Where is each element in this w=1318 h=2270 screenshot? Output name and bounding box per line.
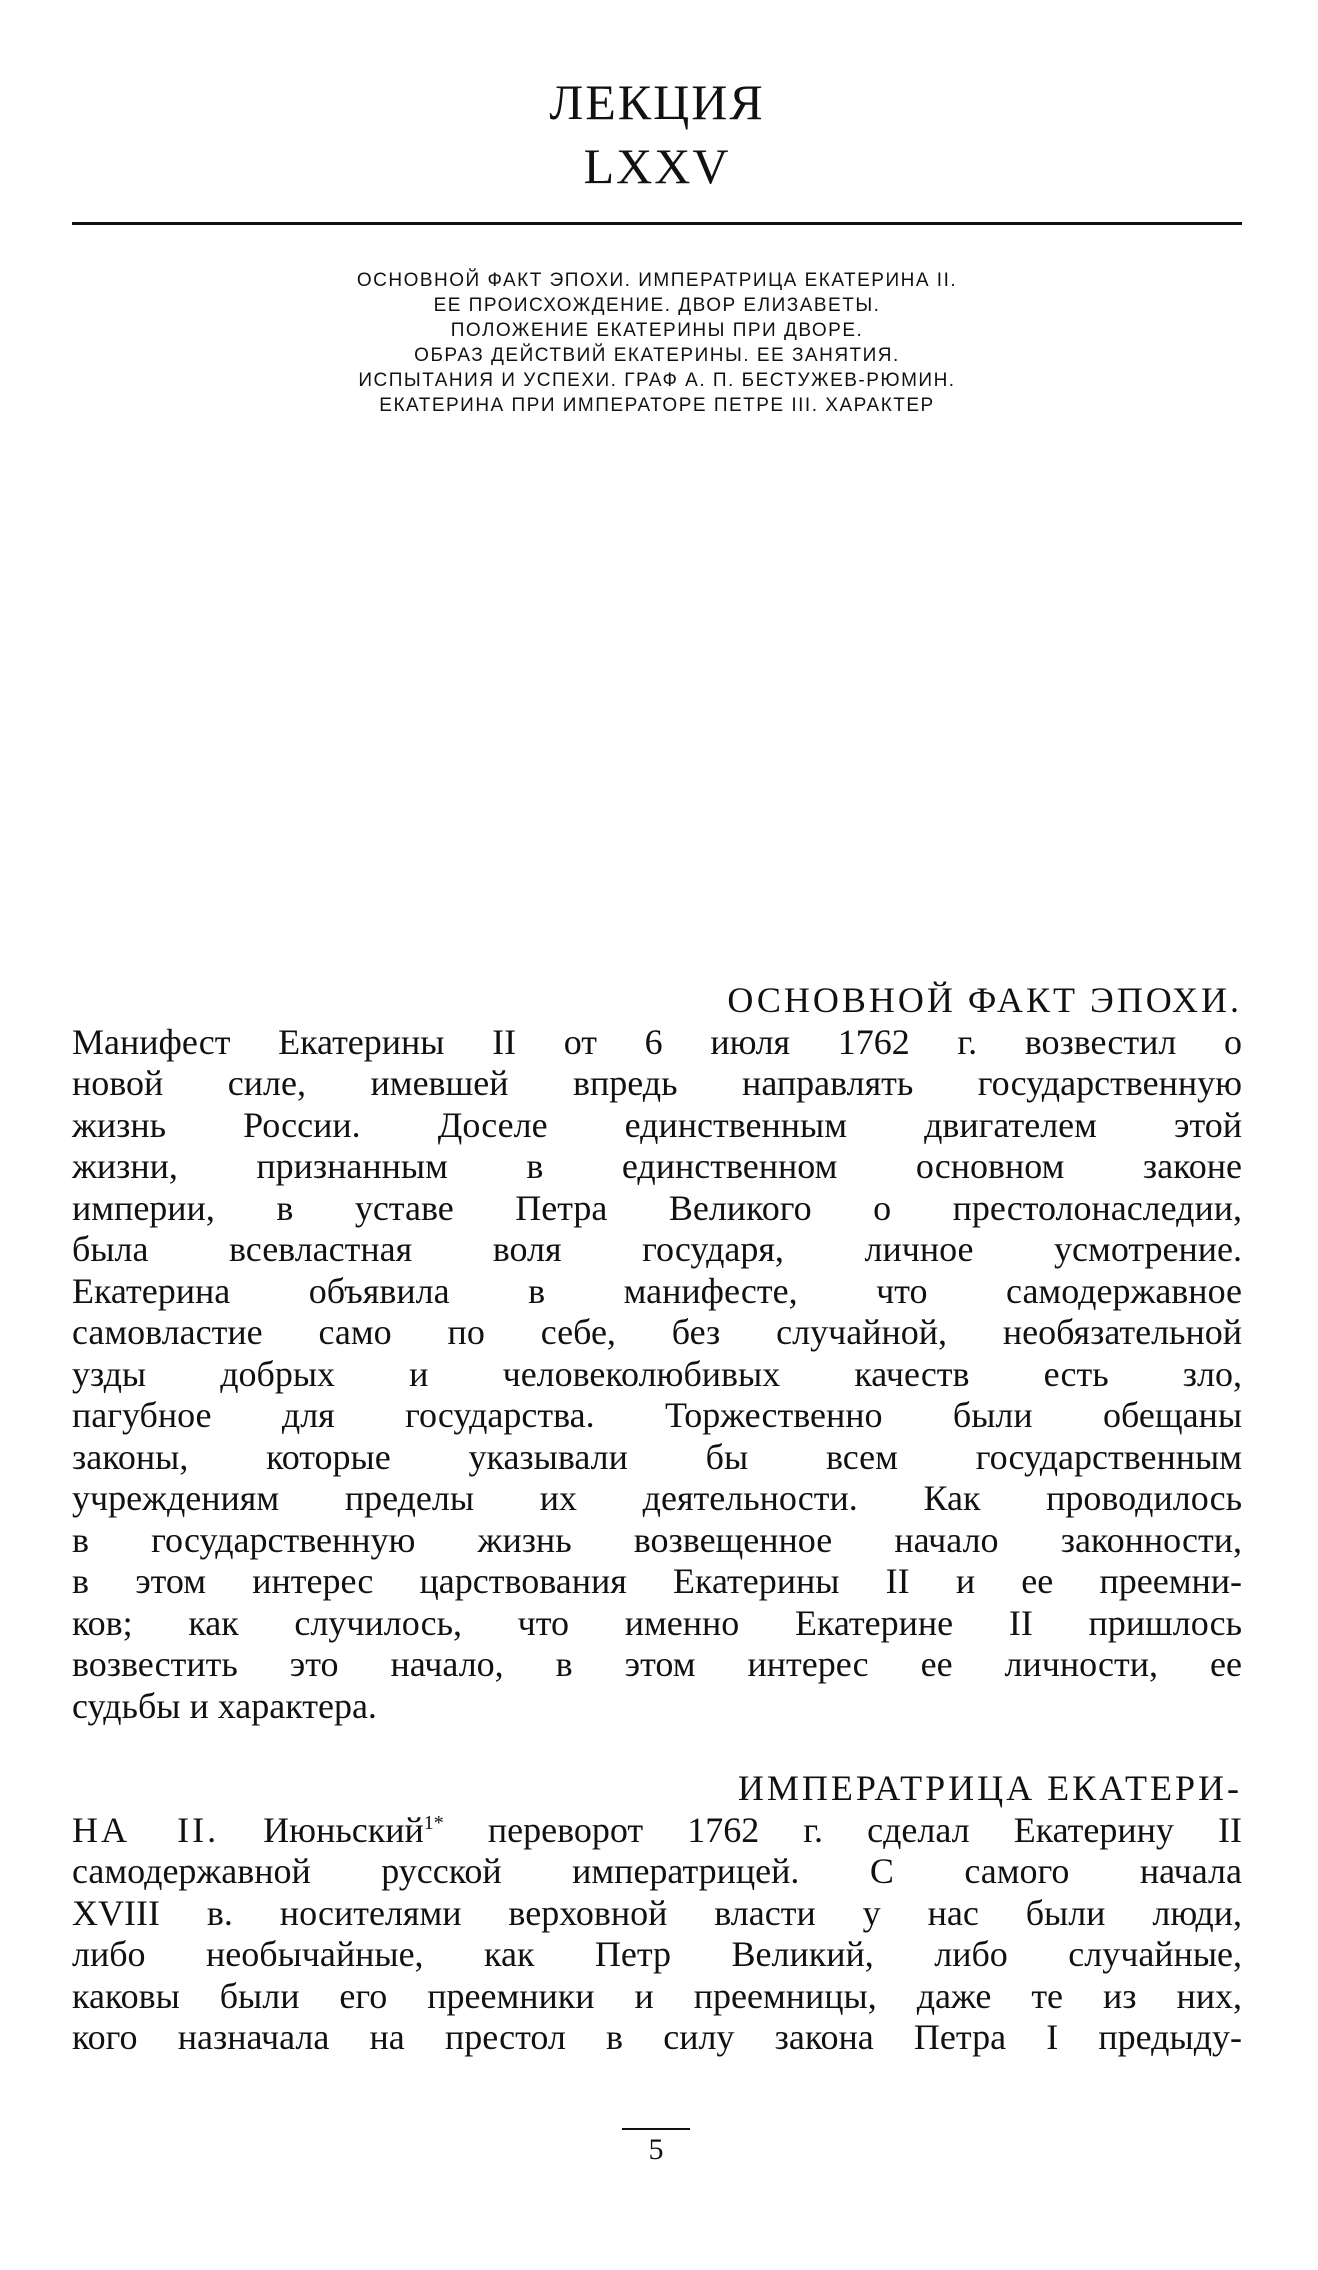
text-line: законы, которые указывали бы всем государственным <box>72 1436 1242 1477</box>
section-heading: ОСНОВНОЙ ФАКТ ЭПОХИ. <box>727 980 1242 1020</box>
text-line: судьбы и характера. <box>72 1685 377 1726</box>
text-line: ков; как случилось, что именно Екатерине II пришлось <box>72 1602 1242 1643</box>
page-number: 5 <box>648 2133 664 2166</box>
text-line: жизнь России. Доселе единственным двигателем этой <box>72 1104 1242 1145</box>
text-line: возвестить это начало, в этом интерес ее личности, ее <box>72 1644 1242 1684</box>
text-line: самодержавной русской императрицей. С самого начала <box>72 1851 1242 1891</box>
text-line: Манифест Екатерины II от 6 июля 1762 г. возвестил о <box>72 1021 1242 1062</box>
section-empress <box>72 1768 1242 2059</box>
text-fragment: переворот 1762 г. сделал Екатерину II <box>443 1809 1242 1850</box>
text-line: жизни, признанным в единственном основном законе <box>72 1146 1242 1186</box>
heading-rule <box>72 222 1242 225</box>
summary-line: ОБРАЗ ДЕЙСТВИЙ ЕКАТЕРИНЫ. ЕЕ ЗАНЯТИЯ. <box>414 345 900 366</box>
text-line: кого назначала на престол в силу закона Петра I предыду- <box>72 2017 1242 2057</box>
book-page <box>72 0 1242 2270</box>
text-line: каковы были его преемники и преемницы, даже те из них, <box>72 1975 1242 2016</box>
text-line: в государственную жизнь возвещенное начало законности, <box>72 1519 1242 1560</box>
text-fragment: Июньский <box>219 1809 424 1850</box>
text-line: была всевластная воля государя, личное усмотрение. <box>72 1229 1242 1269</box>
summary-line: ПОЛОЖЕНИЕ ЕКАТЕРИНЫ ПРИ ДВОРЕ. <box>450 320 864 341</box>
text-line: новой силе, имевшей впредь направлять государственную <box>72 1063 1242 1103</box>
text-line: узды добрых и человеколюбивых качеств есть зло, <box>72 1353 1242 1394</box>
text-line: XVIII в. носителями верховной власти у нас были люди, <box>72 1892 1242 1933</box>
text-line: пагубное для государства. Торжественно были обещаны <box>72 1395 1242 1435</box>
text-line: либо необычайные, как Петр Великий, либо случайные, <box>72 1934 1242 1974</box>
summary-line: ЕКАТЕРИНА ПРИ ИМПЕРАТОРЕ ПЕТРЕ III. ХАРАКТЕР <box>379 395 935 416</box>
text-line: империи, в уставе Петра Великого о престолонаследии, <box>72 1187 1242 1228</box>
section-heading-continuation: НА II. <box>72 1809 220 1850</box>
lecture-title: ЛЕКЦИЯ <box>549 74 765 130</box>
text-line: Екатерина объявила в манифесте, что самодержавное <box>72 1270 1242 1311</box>
text-line <box>72 1810 1242 1852</box>
lecture-heading <box>72 70 1242 198</box>
text-line: учреждениям пределы их деятельности. Как проводилось <box>72 1478 1242 1518</box>
lecture-number: LXXV <box>583 138 731 194</box>
section-heading: ИМПЕРАТРИЦА ЕКАТЕРИ- <box>737 1768 1242 1808</box>
text-line: самовластие само по себе, без случайной, необязательной <box>72 1312 1242 1352</box>
summary-line: ЕЕ ПРОИСХОЖДЕНИЕ. ДВОР ЕЛИЗАВЕТЫ. <box>433 295 881 316</box>
lecture-summary <box>72 268 1242 418</box>
section-basic-fact <box>72 980 1242 1727</box>
page-number-rule <box>622 2128 690 2130</box>
text-line: в этом интерес царствования Екатерины II и ее преемни- <box>72 1561 1242 1601</box>
note-marker: 1* <box>423 1811 444 1834</box>
summary-line: ИСПЫТАНИЯ И УСПЕХИ. ГРАФ А. П. БЕСТУЖЕВ-РЮМИН. <box>358 370 956 391</box>
summary-line: ОСНОВНОЙ ФАКТ ЭПОХИ. ИМПЕРАТРИЦА ЕКАТЕРИНА II. <box>356 270 958 291</box>
